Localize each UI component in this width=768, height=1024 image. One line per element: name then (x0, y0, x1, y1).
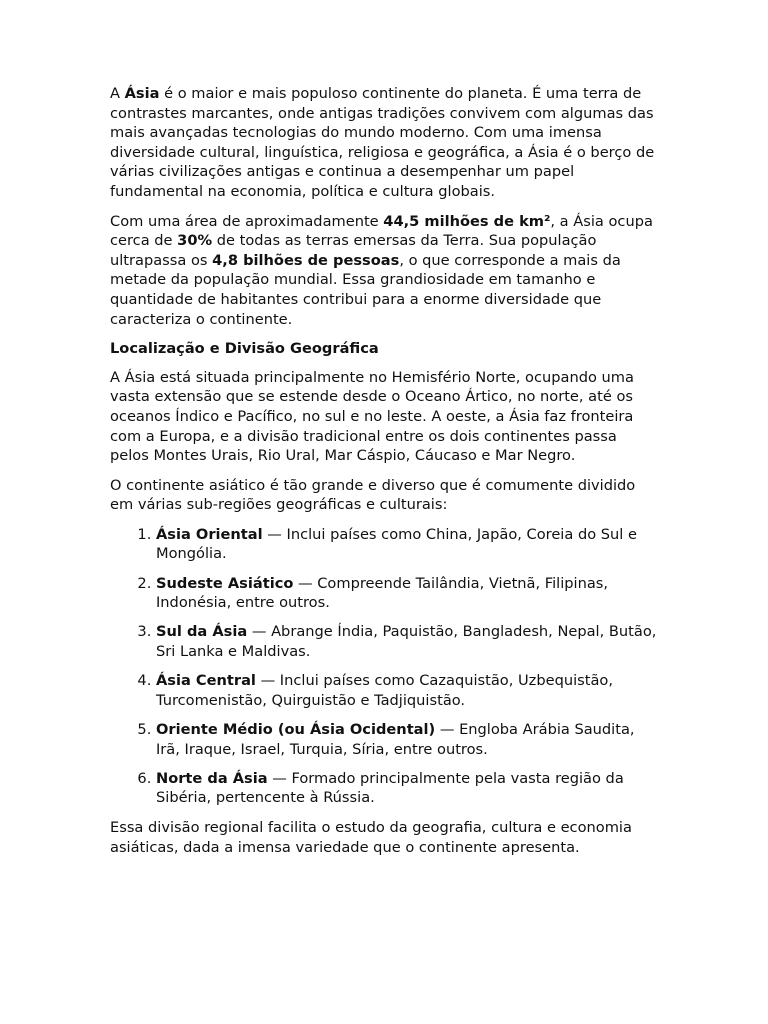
intro-text-post: é o maior e mais populoso continente do planeta. É uma terra de contrastes marcantes, onde antigas tradições convivem com algumas das mais avançadas tecnologias do mundo moderno. Com uma imensa diversidade cultural, linguística, religiosa e geográfica, a Ásia é o berço de várias civilizações antigas e continua a desempenhar um papel fundamental na economia, política e cultura globais. (110, 85, 655, 200)
subregions-list (110, 525, 658, 808)
list-item-desc: — Engloba Arábia Saudita, Irã, Iraque, Israel, Turquia, Síria, entre outros. (156, 721, 635, 758)
area-text-2: , a Ásia ocupa cerca de (110, 212, 653, 250)
area-text-4: , o que corresponde a mais da metade da população mundial. Essa grandiosidade em tamanho e quantidade de habitantes contribui para a enorme diversidade que caracteriza o continente. (110, 251, 621, 328)
list-item-title: Norte da Ásia (156, 769, 268, 787)
area-population-paragraph (110, 212, 658, 330)
location-paragraph: A Ásia está situada principalmente no Hemisfério Norte, ocupando uma vasta extensão que se estende desde o Oceano Ártico, no norte, até os oceanos Índico e Pacífico, no sul e no leste. A oeste, a Ásia faz fronteira com a Europa, e a divisão tradicional entre os dois continentes passa pelos Montes Urais, Rio Ural, Mar Cáspio, Cáucaso e Mar Negro. (110, 368, 634, 465)
list-item-desc: — Compreende Tailândia, Vietnã, Filipinas, Indonésia, entre outros. (156, 574, 609, 612)
list-item-desc: — Inclui países como China, Japão, Coreia do Sul e Mongólia. (156, 525, 637, 563)
list-item-desc: — Inclui países como Cazaquistão, Uzbequistão, Turcomenistão, Quirguistão e Tadjiquistão. (156, 672, 613, 709)
list-item-title: Oriente Médio (ou Ásia Ocidental) (156, 721, 436, 738)
intro-text-pre: A (110, 85, 125, 102)
area-bold-population: 4,8 bilhões de pessoas (212, 251, 400, 269)
subregions-intro-paragraph: O continente asiático é tão grande e diverso que é comumente dividido em várias sub-regiões geográficas e culturais: (110, 476, 636, 514)
list-item-desc: — Abrange Índia, Paquistão, Bangladesh, Nepal, Butão, Sri Lanka e Maldivas. (156, 623, 657, 661)
list-item (156, 720, 658, 759)
list-item-desc: — Formado principalmente pela vasta região da Sibéria, pertencente à Rússia. (156, 769, 624, 807)
list-item (156, 769, 658, 808)
intro-paragraph (110, 84, 658, 202)
closing-paragraph: Essa divisão regional facilita o estudo da geografia, cultura e economia asiáticas, dada a imensa variedade que o continente apresenta. (110, 818, 632, 856)
section-heading: Localização e Divisão Geográfica (110, 340, 379, 358)
document-page (110, 84, 658, 867)
list-item-title: Ásia Central (156, 672, 256, 690)
list-item-title: Sul da Ásia (156, 623, 248, 641)
area-bold-percent: 30% (177, 232, 213, 250)
list-item-title: Sudeste Asiático (156, 574, 294, 592)
area-text-1: Com uma área de aproximadamente (110, 212, 384, 230)
list-item (156, 574, 658, 613)
list-item (156, 622, 658, 661)
list-item (156, 525, 658, 564)
intro-bold-asia: Ásia (124, 85, 160, 102)
list-item (156, 671, 658, 710)
list-item-title: Ásia Oriental (156, 525, 263, 543)
area-bold-km2: 44,5 milhões de km² (383, 212, 551, 230)
area-text-3: de todas as terras emersas da Terra. Sua população ultrapassa os (110, 232, 597, 269)
